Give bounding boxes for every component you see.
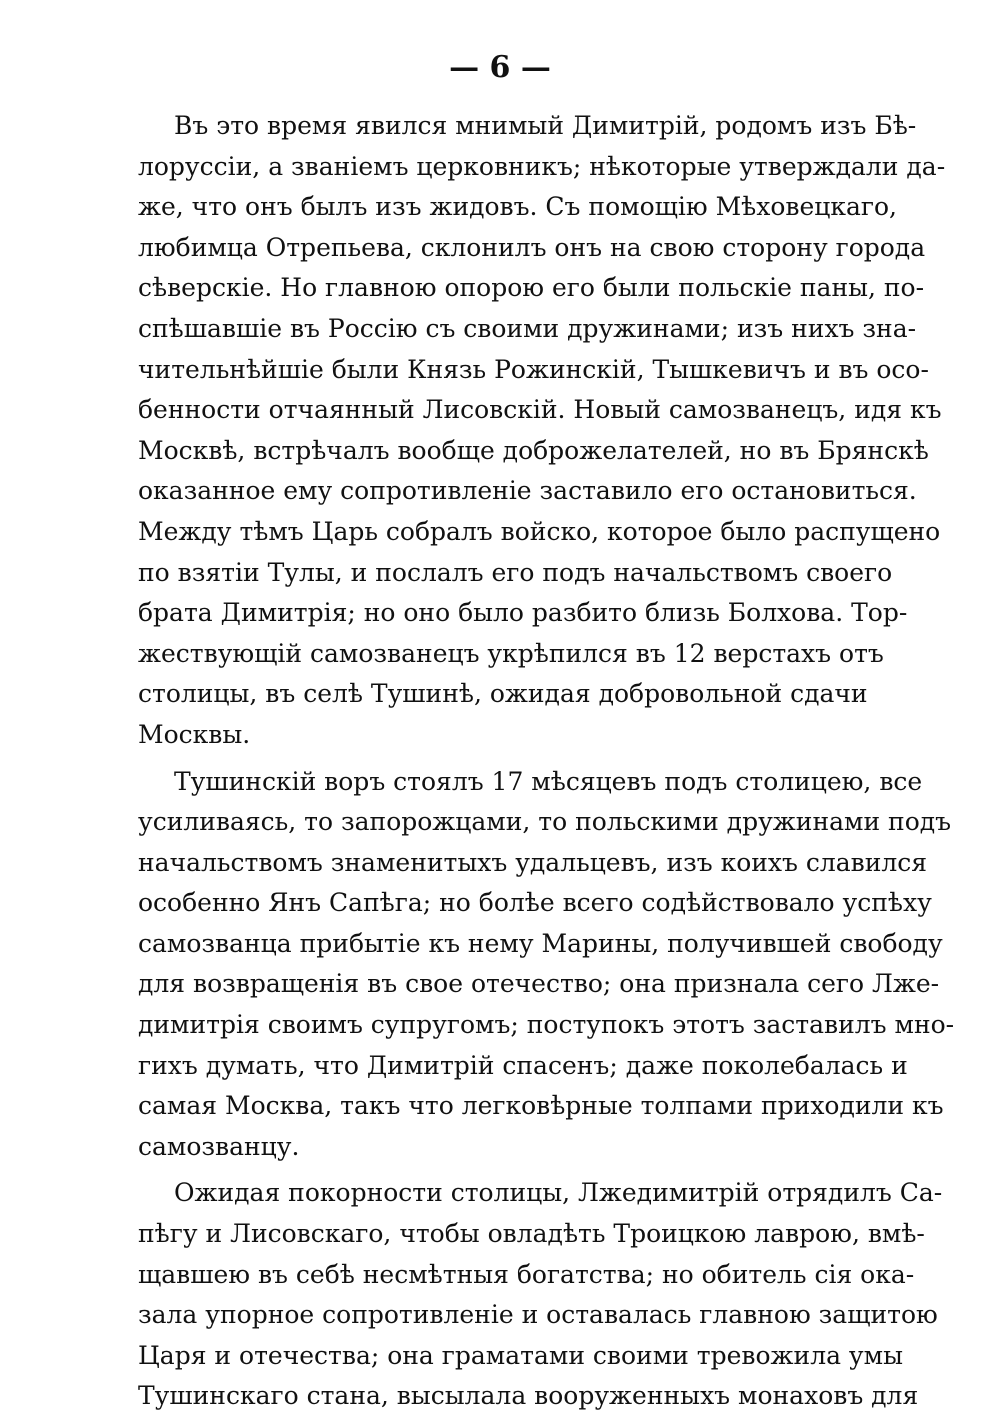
text-line: гихъ думать, что Димитрій спасенъ; даже поколебалась и [138, 1050, 908, 1080]
text-line: для возвращенія въ свое отечество; она признала сего Лже- [138, 969, 940, 999]
text-line: щавшею въ себѣ несмѣтныя богатства; но обитель сія ока- [138, 1259, 915, 1289]
text-line: Москвы. [138, 719, 251, 749]
body-text [138, 106, 955, 1417]
text-line: Въ это время явился мнимый Димитрій, родомъ изъ Бѣ- [174, 111, 917, 140]
text-line: оказанное ему сопротивленіе заставило его остановиться. [138, 476, 917, 506]
paragraph [138, 1173, 943, 1417]
text-line: сѣверскіе. Но главною опорою его были польскіе паны, по- [138, 273, 925, 303]
text-line: зала упорное сопротивленіе и оставалась главною защитою [138, 1300, 938, 1330]
text-line: чительнѣйшіе были Князь Рожинскій, Тышкевичъ и въ осо- [138, 354, 929, 384]
text-line: Между тѣмъ Царь собралъ войско, которое было распущено [138, 516, 941, 546]
text-line: бенности отчаянный Лисовскій. Новый самозванецъ, идя къ [138, 395, 942, 425]
text-line: же, что онъ былъ изъ жидовъ. Съ помощію Мѣховецкаго, [138, 192, 897, 222]
text-line: спѣшавшіе въ Россію съ своими дружинами; изъ нихъ зна- [138, 313, 917, 343]
text-line: усиливаясь, то запорожцами, то польскими дружинами подъ [138, 807, 952, 837]
text-line: самозванца прибытіе къ нему Марины, получившей свободу [138, 928, 943, 958]
text-line: Москвѣ, встрѣчалъ вообще доброжелателей, но въ Брянскѣ [138, 435, 929, 465]
text-line: Царя и отечества; она граматами своими тревожила умы [138, 1340, 903, 1370]
text-line: пѣгу и Лисовскаго, чтобы овладѣть Троицкою лаврою, вмѣ- [138, 1219, 925, 1249]
text-line: самозванцу. [138, 1131, 300, 1161]
text-line: брата Димитрія; но оно было разбито близь Болхова. Тор- [138, 598, 908, 628]
page-number: — 6 — [449, 50, 551, 85]
text-line: Тушинскаго стана, высылала вооруженныхъ монаховъ для [138, 1381, 919, 1411]
text-line: особенно Янъ Сапѣга; но болѣе всего содѣйствовало успѣху [138, 888, 932, 918]
text-line: димитрія своимъ супругомъ; поступокъ этотъ заставилъ мно- [138, 1010, 955, 1040]
text-line: Ожидая покорности столицы, Лжедимитрій отрядилъ Са- [174, 1178, 943, 1208]
text-line: жествующій самозванецъ укрѣпился въ 12 верстахъ отъ [138, 638, 884, 668]
text-line: по взятіи Тулы, и послалъ его подъ начальствомъ своего [138, 557, 893, 587]
text-line: столицы, въ селѣ Тушинѣ, ожидая добровольной сдачи [138, 679, 868, 709]
paragraph [138, 762, 955, 1168]
text-line: любимца Отрепьева, склонилъ онъ на свою сторону города [138, 232, 926, 262]
text-line: Тушинскій воръ стоялъ 17 мѣсяцевъ подъ столицею, все [174, 766, 923, 796]
text-line: лоруссіи, а званіемъ церковникъ; нѣкоторые утверждали да- [138, 151, 946, 181]
paragraph [138, 106, 946, 756]
text-line: самая Москва, такъ что легковѣрные толпами приходили къ [138, 1091, 944, 1121]
text-line: начальствомъ знаменитыхъ удальцевъ, изъ коихъ славился [138, 847, 928, 877]
